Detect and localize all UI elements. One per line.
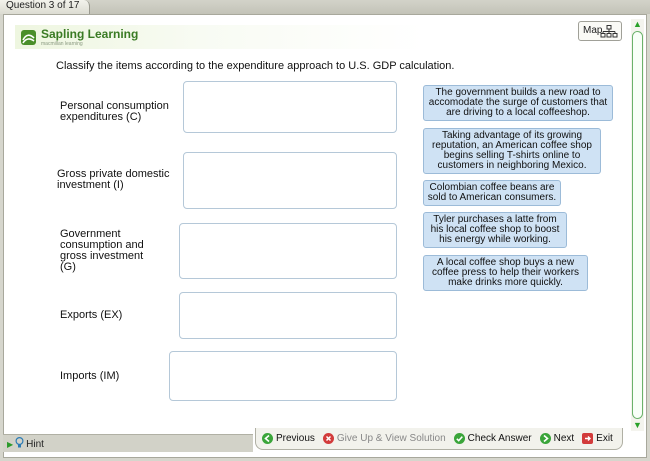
category-label-investment: Gross private domestic investment (I) xyxy=(57,168,170,191)
item-card-government-road[interactable]: The government builds a new road to accomodate the surge of customers that are driving to a local coffeeshop. xyxy=(423,85,613,121)
scroll-up-arrow-icon[interactable]: ▲ xyxy=(633,19,642,29)
drop-zone-investment[interactable] xyxy=(183,152,397,209)
logo-subtitle: macmillan learning xyxy=(41,41,83,47)
give-up-x-icon xyxy=(323,433,334,444)
hint-button[interactable] xyxy=(7,437,44,452)
drop-zone-imports[interactable] xyxy=(169,351,397,401)
item-card-tyler-latte[interactable]: Tyler purchases a latte from his local coffee shop to boost his energy while working. xyxy=(423,212,567,248)
drop-zone-government[interactable] xyxy=(179,223,397,279)
previous-button[interactable] xyxy=(262,433,315,444)
give-up-label: Give Up & View Solution xyxy=(336,433,446,444)
hint-area xyxy=(3,434,253,452)
hint-label: Hint xyxy=(26,439,44,450)
exit-label: Exit xyxy=(596,433,613,444)
previous-label: Previous xyxy=(276,433,315,444)
tab-strip xyxy=(0,0,650,14)
sapling-logo-icon xyxy=(21,30,36,45)
give-up-button[interactable] xyxy=(323,433,446,444)
scroll-thumb[interactable] xyxy=(632,31,643,419)
question-frame xyxy=(3,14,647,458)
category-label-consumption: Personal consumption expenditures (C) xyxy=(60,100,169,123)
exit-door-icon xyxy=(582,433,593,444)
check-icon xyxy=(454,433,465,444)
next-button[interactable] xyxy=(540,433,575,444)
instructions: Classify the items according to the expenditure approach to U.S. GDP calculation. xyxy=(56,60,455,72)
scroll-down-arrow-icon[interactable]: ▼ xyxy=(633,420,642,430)
logo-bar xyxy=(15,25,425,49)
scrollbar[interactable] xyxy=(631,19,644,431)
lightbulb-icon xyxy=(15,437,24,452)
item-card-coffee-press[interactable]: A local coffee shop buys a new coffee press to help their workers make drinks more quickly. xyxy=(423,255,588,291)
category-label-imports: Imports (IM) xyxy=(60,370,120,382)
exit-button[interactable] xyxy=(582,433,613,444)
next-arrow-icon xyxy=(540,433,551,444)
item-card-tshirts-mexico[interactable]: Taking advantage of its growing reputation, an American coffee shop begins selling T-shirts online to customers in neighboring Mexico. xyxy=(423,128,601,174)
expand-arrow-icon: ▶ xyxy=(7,440,14,449)
drop-zone-exports[interactable] xyxy=(179,292,397,339)
map-button[interactable] xyxy=(578,21,622,41)
check-answer-label: Check Answer xyxy=(467,433,532,444)
category-label-government: Government consumption and gross investment (G) xyxy=(60,228,144,273)
map-label: Map xyxy=(583,25,603,36)
drop-zone-consumption[interactable] xyxy=(183,81,397,133)
logo-name: Sapling Learning xyxy=(41,27,139,41)
category-label-exports: Exports (EX) xyxy=(60,309,123,321)
previous-arrow-icon xyxy=(262,433,273,444)
navigation-bar xyxy=(255,428,623,450)
check-answer-button[interactable] xyxy=(454,433,532,444)
next-label: Next xyxy=(553,433,575,444)
question-tab[interactable]: Question 3 of 17 xyxy=(0,0,90,14)
bottom-bar xyxy=(3,428,647,458)
sitemap-icon xyxy=(600,25,618,41)
item-card-colombian-beans[interactable]: Colombian coffee beans are sold to American consumers. xyxy=(423,180,561,206)
